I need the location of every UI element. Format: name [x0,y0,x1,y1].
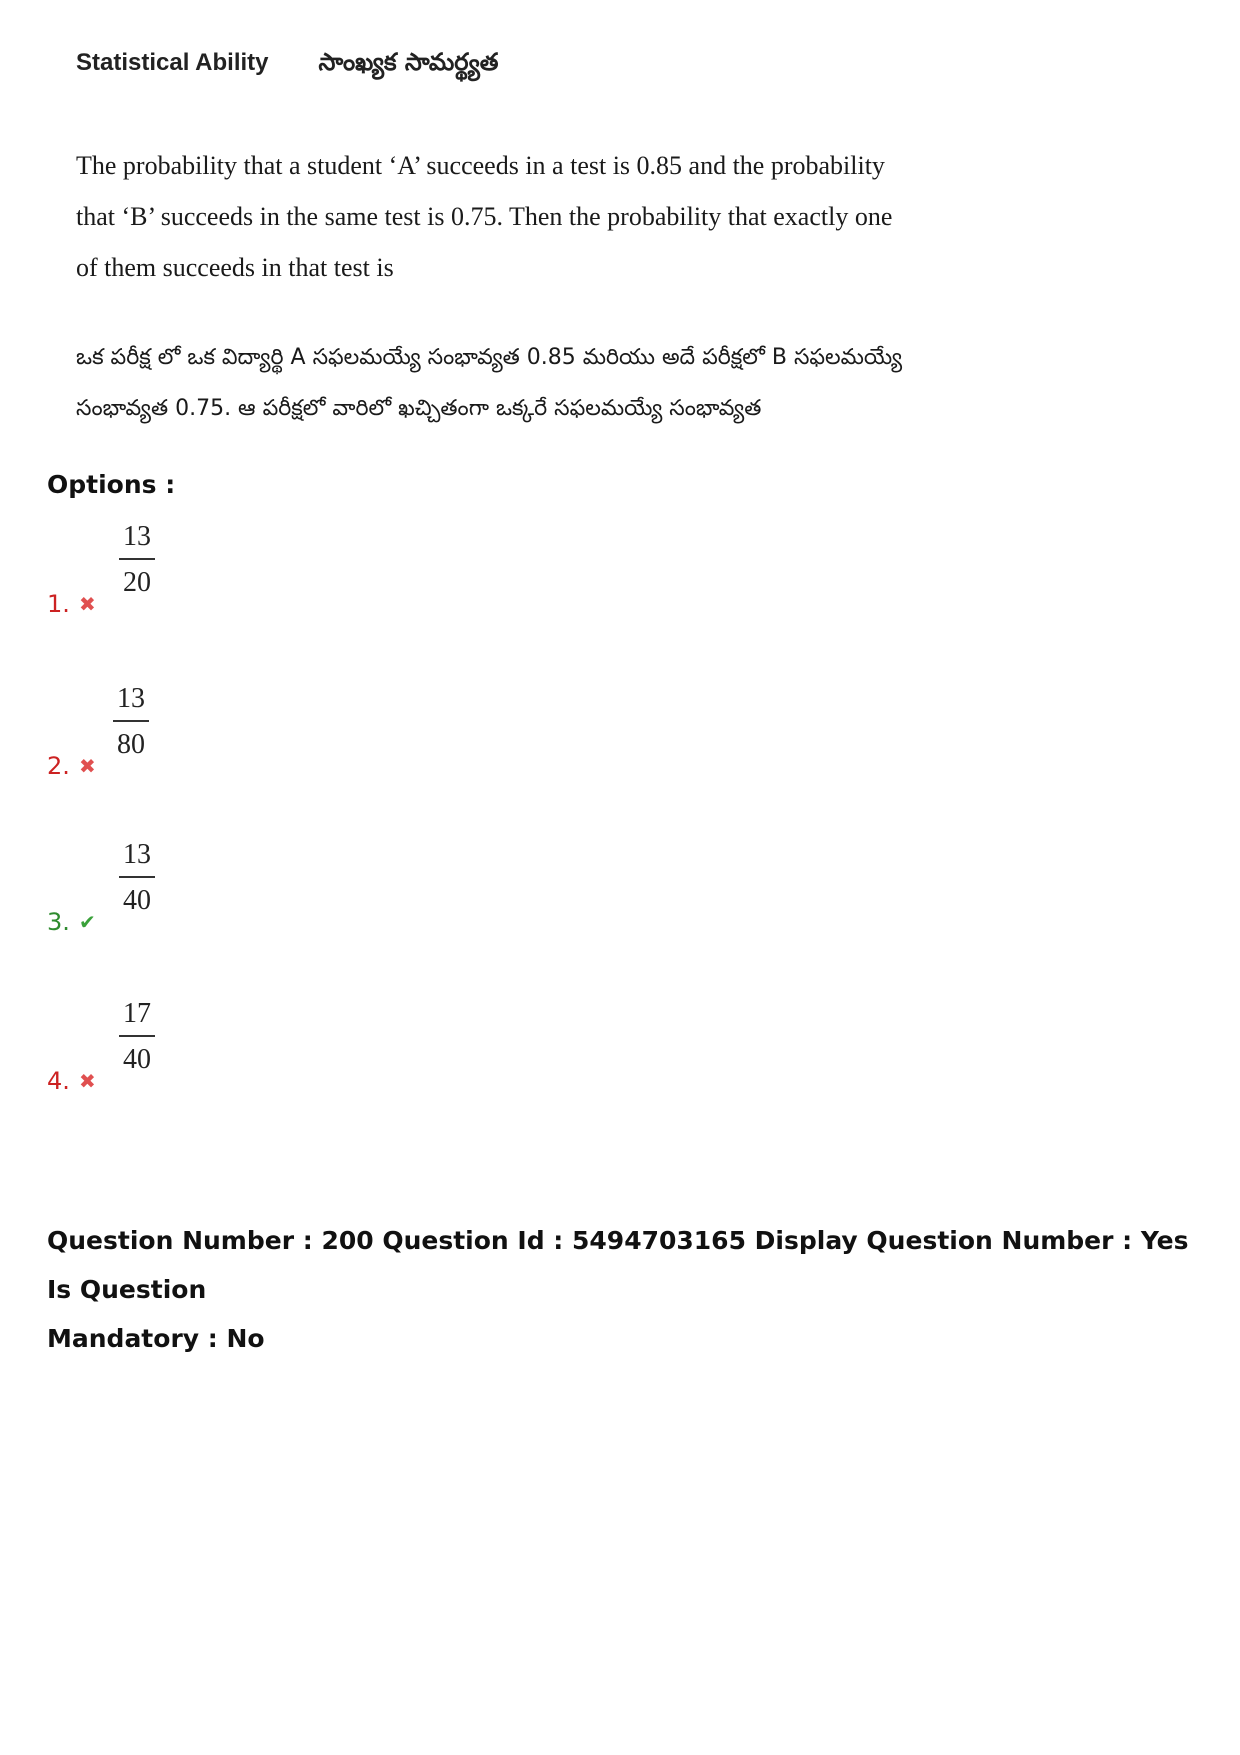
question-meta [47,1216,1207,1363]
fraction [119,520,155,600]
question-meta-line-1: Question Number : 200 Question Id : 5494703165 Display Question Number : Yes Is Question [47,1226,1189,1304]
cross-icon: ✖ [79,592,96,616]
options-label: Options : [47,470,176,499]
option-2[interactable] [47,682,347,792]
fraction-denominator: 40 [123,885,151,916]
subject-title-te: సాంఖ్యక సామర్థ్యత [318,48,499,76]
option-number: 1. [47,590,70,618]
fraction [119,838,155,918]
check-icon: ✔ [79,910,96,934]
option-number: 2. [47,752,70,780]
subject-title-en: Statistical Ability [76,49,269,76]
fraction-numerator: 17 [119,997,155,1037]
fraction-numerator: 13 [113,682,149,722]
question-image [62,48,922,421]
subject-header [62,48,922,88]
option-3[interactable] [47,838,347,948]
cross-icon: ✖ [79,754,96,778]
fraction-denominator: 80 [117,729,145,760]
fraction-numerator: 13 [119,520,155,560]
fraction-denominator: 40 [123,1044,151,1075]
question-text-te: ఒక పరీక్ష లో ఒక విద్యార్థి A సఫలమయ్యే సంభావ్యత 0.85 మరియు అదే పరీక్షలో B సఫలమయ్యే సంభావ్యత 0.75. ఆ పరీక్షలో వారిలో ఖచ్చితంగా ఒక్కరే సఫలమయ్యే సంభావ్యత [76,345,903,421]
fraction [119,997,155,1077]
option-number: 3. [47,908,70,936]
question-meta-line-2: Mandatory : No [47,1324,265,1353]
question-text-en: The probability that a student ‘A’ succeeds in a test is 0.85 and the probability that ‘B’ succeeds in the same test is 0.75. Then the probability that exactly one of them succeeds in that test is [76,151,893,282]
option-number: 4. [47,1067,70,1095]
option-4[interactable] [47,997,347,1107]
fraction-numerator: 13 [119,838,155,878]
option-1[interactable] [47,520,347,630]
cross-icon: ✖ [79,1069,96,1093]
fraction [113,682,149,762]
fraction-denominator: 20 [123,567,151,598]
